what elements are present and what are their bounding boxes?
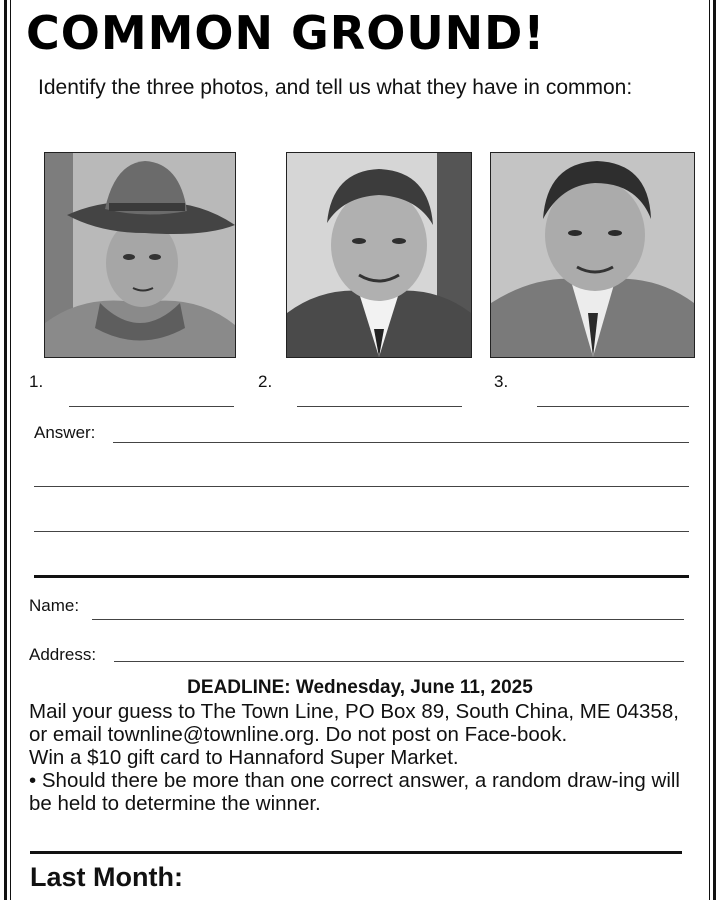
answer-label: Answer: [34,423,96,442]
photo-1-number: 1. [29,372,44,391]
address-label: Address: [29,645,97,664]
contest-instructions [29,700,689,815]
photo-2 [286,152,472,358]
man-slicked-hair-portrait-illustration [491,153,694,357]
rule-text: • Should there be more than one correct answer, a random draw-ing will be held to determine the winner. [29,769,680,815]
name-line[interactable] [92,619,684,620]
address-line[interactable] [114,661,684,662]
section-divider [34,575,689,578]
mail-text: Mail your guess to The Town Line, PO Box 89, South China, ME 04358, or email townline@townline.org. Do not post on Face-book. [29,700,679,746]
photo-2-answer-line[interactable] [297,406,462,407]
answer-line-2[interactable] [34,486,689,487]
last-month-heading: Last Month: [30,862,183,892]
right-border [713,0,716,900]
photo-2-number: 2. [258,372,273,391]
name-label: Name: [29,596,80,615]
photo-3 [490,152,695,358]
answer-line-3[interactable] [34,531,689,532]
man-in-suit-portrait-illustration [287,153,471,357]
prize-text: Win a $10 gift card to Hannaford Super Market. [29,746,459,769]
answer-line-1[interactable] [113,442,689,443]
photo-3-answer-line[interactable] [537,406,689,407]
photo-1 [44,152,236,358]
instructions: Identify the three photos, and tell us what they have in common: [38,76,633,99]
bottom-divider [30,851,682,854]
page-title: COMMON GROUND! [26,6,546,60]
photo-1-answer-line[interactable] [69,406,234,407]
photo-3-number: 3. [494,372,509,391]
cowboy-portrait-illustration [45,153,235,357]
left-border [4,0,7,900]
right-inner-border [709,0,710,900]
deadline: DEADLINE: Wednesday, June 11, 2025 [187,677,533,698]
left-inner-border [10,0,11,900]
